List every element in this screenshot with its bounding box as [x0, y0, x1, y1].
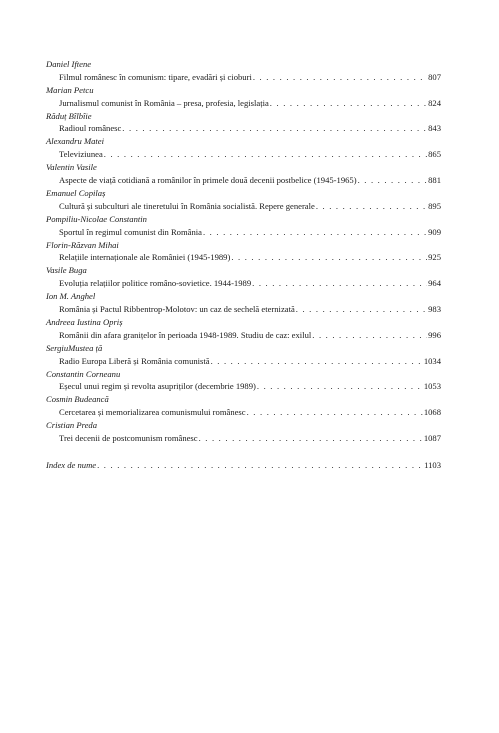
toc-author: Alexandru Matei [46, 136, 104, 147]
toc-line[interactable] [46, 174, 441, 187]
toc-author: Cosmin Budeancă [46, 394, 109, 405]
toc-leader-dots [270, 97, 427, 110]
toc-title: Sportul în regimul comunist din România [59, 226, 202, 237]
toc-page-number: 1034 [423, 355, 441, 366]
toc-line[interactable] [46, 71, 441, 84]
toc-author: Cristian Preda [46, 420, 98, 431]
toc-title: Eșecul unui regim și revolta asupriților (decembrie 1989) [59, 381, 256, 392]
toc-leader-dots [203, 226, 427, 239]
toc-page-number: 1068 [423, 407, 441, 418]
toc-page-number: 1087 [423, 432, 441, 443]
toc-author: Andreea Iustina Opriș [46, 316, 123, 327]
toc-line[interactable] [46, 329, 441, 342]
toc-line[interactable] [46, 277, 441, 290]
toc-line[interactable] [46, 251, 441, 264]
toc-line[interactable] [46, 97, 441, 110]
toc-entry [46, 84, 441, 110]
toc-leader-dots [231, 251, 427, 264]
toc-title: Românii din afara granițelor în perioada 1948-1989. Studiu de caz: exilul [59, 329, 312, 340]
toc-entry [46, 316, 441, 342]
table-of-contents [46, 58, 441, 472]
toc-line[interactable] [46, 355, 441, 368]
toc-page-number: 996 [428, 329, 441, 340]
toc-author: Constantin Corneanu [46, 368, 121, 379]
toc-leader-dots [104, 148, 427, 161]
toc-entry [46, 213, 441, 239]
index-entry[interactable] [46, 459, 441, 472]
toc-line[interactable] [46, 122, 441, 135]
toc-page-number: 865 [428, 149, 441, 160]
toc-author: Răduț Bîlbîie [46, 110, 92, 121]
toc-leader-dots [358, 174, 428, 187]
toc-line[interactable] [46, 148, 441, 161]
toc-page-number: 807 [428, 71, 441, 82]
toc-entry [46, 110, 441, 136]
toc-title: Filmul românesc în comunism: tipare, evadări și cioburi [59, 71, 252, 82]
toc-title: Jurnalismul comunist în România – presa, profesia, legislația [59, 97, 269, 108]
toc-entry [46, 393, 441, 419]
toc-entry [46, 419, 441, 445]
toc-author: Daniel Iftene [46, 59, 92, 69]
toc-entry [46, 58, 441, 84]
toc-entry [46, 342, 441, 368]
toc-author: Marian Petcu [46, 84, 94, 95]
toc-entry [46, 239, 441, 265]
toc-title: România și Pactul Ribbentrop-Molotov: un caz de sechelă eternizată [59, 303, 295, 314]
toc-leader-dots [247, 406, 423, 419]
toc-author: Vasile Buga [46, 265, 87, 276]
toc-page-number: 824 [428, 97, 441, 108]
toc-entry [46, 187, 441, 213]
toc-line[interactable] [46, 432, 441, 445]
toc-author: Ion M. Anghel [46, 291, 96, 302]
toc-title: Televiziunea [59, 149, 103, 160]
toc-leader-dots [211, 355, 423, 368]
toc-entry [46, 368, 441, 394]
toc-leader-dots [122, 122, 427, 135]
toc-title: Radio Europa Liberă și România comunistă [59, 355, 210, 366]
index-title: Index de nume [46, 459, 97, 470]
toc-leader-dots [312, 329, 427, 342]
toc-entry [46, 161, 441, 187]
toc-title: Aspecte de viață cotidiană a românilor în primele două decenii postbelice (1945-1965) [59, 174, 357, 185]
toc-author: Florin-Răzvan Mihai [46, 239, 119, 250]
toc-line[interactable] [46, 380, 441, 393]
toc-leader-dots [316, 200, 427, 213]
toc-leader-dots [252, 277, 427, 290]
toc-entry [46, 264, 441, 290]
toc-page-number: 1053 [423, 381, 441, 392]
toc-page-number: 925 [428, 252, 441, 263]
toc-line[interactable] [46, 406, 441, 419]
toc-leader-dots [253, 71, 427, 84]
toc-page-number: 964 [428, 278, 441, 289]
toc-title: Cultură și subculturi ale tineretului în România socialistă. Repere generale [59, 200, 315, 211]
toc-leader-dots [296, 303, 427, 316]
toc-author: Pompiliu-Nicolae Constantin [46, 213, 147, 224]
toc-line[interactable] [46, 226, 441, 239]
toc-page-number: 895 [428, 200, 441, 211]
toc-leader-dots [97, 459, 423, 472]
toc-line[interactable] [46, 200, 441, 213]
toc-title: Cercetarea și memorializarea comunismului românesc [59, 407, 246, 418]
toc-title: Relațiile internaționale ale României (1945-1989) [59, 252, 231, 263]
toc-page-number: 909 [428, 226, 441, 237]
toc-author: Emanuel Copilaș [46, 187, 106, 198]
toc-entry [46, 290, 441, 316]
toc-leader-dots [199, 432, 423, 445]
toc-author: Valentin Vasile [46, 162, 97, 173]
toc-title: Evoluția relațiilor politice româno-sovietice. 1944-1989 [59, 278, 252, 289]
toc-line[interactable] [46, 303, 441, 316]
toc-entry [46, 135, 441, 161]
toc-author: SergiuMustea ță [46, 342, 103, 353]
toc-page-number: 843 [428, 123, 441, 134]
toc-title: Radioul românesc [59, 123, 122, 134]
toc-page-number: 881 [428, 174, 441, 185]
toc-leader-dots [257, 380, 423, 393]
toc-title: Trei decenii de postcomunism românesc [59, 432, 198, 443]
index-page-number: 1103 [424, 459, 441, 470]
toc-page-number: 983 [428, 303, 441, 314]
